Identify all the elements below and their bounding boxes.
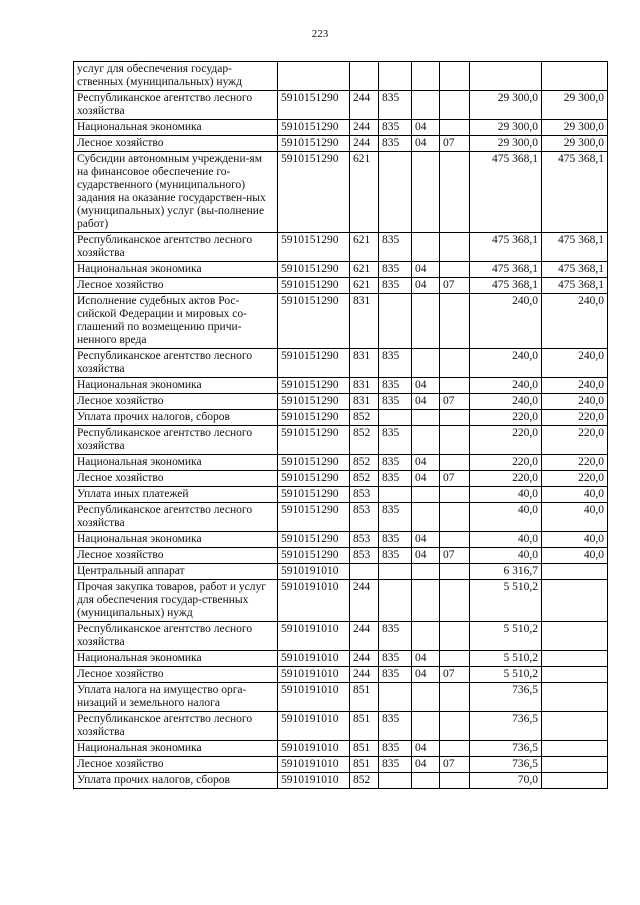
cell-name: Республиканское агентство лесного хозяйства	[74, 426, 278, 455]
table-row	[74, 278, 608, 294]
cell-name: Республиканское агентство лесного хозяйства	[74, 503, 278, 532]
cell-section	[412, 91, 440, 120]
cell-section: 04	[412, 378, 440, 394]
cell-section: 04	[412, 278, 440, 294]
cell-amount-2: 40,0	[542, 532, 608, 548]
cell-expense-type: 244	[350, 622, 379, 651]
cell-subsection	[440, 503, 470, 532]
cell-target-article: 5910151290	[278, 410, 350, 426]
cell-amount-1: 240,0	[470, 394, 542, 410]
cell-subsection	[440, 622, 470, 651]
cell-amount-1: 220,0	[470, 455, 542, 471]
cell-amount-2: 29 300,0	[542, 91, 608, 120]
table-row	[74, 62, 608, 91]
cell-administrator	[379, 152, 412, 233]
cell-administrator: 835	[379, 757, 412, 773]
cell-subsection: 07	[440, 136, 470, 152]
cell-expense-type: 851	[350, 757, 379, 773]
cell-target-article: 5910191010	[278, 651, 350, 667]
cell-target-article: 5910151290	[278, 532, 350, 548]
cell-amount-1	[470, 62, 542, 91]
cell-subsection	[440, 378, 470, 394]
cell-name: Уплата иных платежей	[74, 487, 278, 503]
cell-subsection: 07	[440, 471, 470, 487]
cell-subsection	[440, 487, 470, 503]
cell-name: Уплата прочих налогов, сборов	[74, 773, 278, 789]
cell-amount-2: 29 300,0	[542, 136, 608, 152]
cell-section	[412, 622, 440, 651]
table-row	[74, 503, 608, 532]
table-row	[74, 667, 608, 683]
cell-administrator: 835	[379, 712, 412, 741]
cell-section: 04	[412, 548, 440, 564]
cell-administrator: 835	[379, 471, 412, 487]
cell-target-article: 5910191010	[278, 622, 350, 651]
cell-section	[412, 426, 440, 455]
cell-name: Республиканское агентство лесного хозяйства	[74, 622, 278, 651]
cell-target-article: 5910151290	[278, 120, 350, 136]
cell-expense-type: 853	[350, 487, 379, 503]
cell-amount-1: 220,0	[470, 471, 542, 487]
cell-expense-type	[350, 62, 379, 91]
cell-expense-type: 831	[350, 294, 379, 349]
cell-target-article: 5910151290	[278, 278, 350, 294]
cell-amount-2	[542, 667, 608, 683]
cell-section	[412, 349, 440, 378]
cell-name: Лесное хозяйство	[74, 278, 278, 294]
cell-name: Национальная экономика	[74, 651, 278, 667]
cell-expense-type: 244	[350, 667, 379, 683]
cell-administrator	[379, 564, 412, 580]
cell-target-article	[278, 62, 350, 91]
cell-name: Национальная экономика	[74, 741, 278, 757]
cell-target-article: 5910151290	[278, 426, 350, 455]
cell-expense-type: 852	[350, 410, 379, 426]
table-row	[74, 152, 608, 233]
cell-name: Национальная экономика	[74, 262, 278, 278]
cell-section	[412, 410, 440, 426]
table-row	[74, 580, 608, 622]
cell-target-article: 5910151290	[278, 503, 350, 532]
cell-administrator	[379, 410, 412, 426]
cell-administrator	[379, 487, 412, 503]
cell-subsection	[440, 91, 470, 120]
cell-administrator: 835	[379, 548, 412, 564]
table-row	[74, 622, 608, 651]
cell-target-article: 5910151290	[278, 378, 350, 394]
cell-amount-2: 240,0	[542, 378, 608, 394]
cell-administrator	[379, 62, 412, 91]
cell-administrator: 835	[379, 120, 412, 136]
cell-amount-2	[542, 651, 608, 667]
cell-subsection	[440, 349, 470, 378]
cell-amount-1: 29 300,0	[470, 136, 542, 152]
table-body	[74, 62, 608, 789]
cell-administrator: 835	[379, 394, 412, 410]
cell-expense-type	[350, 564, 379, 580]
cell-name: Лесное хозяйство	[74, 136, 278, 152]
cell-subsection	[440, 426, 470, 455]
cell-amount-1: 240,0	[470, 294, 542, 349]
table-row	[74, 651, 608, 667]
cell-amount-1: 475 368,1	[470, 278, 542, 294]
cell-subsection	[440, 564, 470, 580]
cell-administrator: 835	[379, 349, 412, 378]
table-row	[74, 564, 608, 580]
cell-subsection	[440, 262, 470, 278]
cell-expense-type: 244	[350, 91, 379, 120]
cell-administrator	[379, 773, 412, 789]
cell-section: 04	[412, 651, 440, 667]
cell-subsection: 07	[440, 667, 470, 683]
cell-amount-2	[542, 564, 608, 580]
cell-target-article: 5910191010	[278, 667, 350, 683]
cell-target-article: 5910191010	[278, 683, 350, 712]
cell-name: Национальная экономика	[74, 455, 278, 471]
table-row	[74, 487, 608, 503]
cell-amount-1: 5 510,2	[470, 667, 542, 683]
cell-target-article: 5910151290	[278, 349, 350, 378]
cell-target-article: 5910151290	[278, 262, 350, 278]
cell-section: 04	[412, 532, 440, 548]
cell-expense-type: 621	[350, 262, 379, 278]
cell-amount-1: 40,0	[470, 487, 542, 503]
cell-expense-type: 244	[350, 580, 379, 622]
cell-section: 04	[412, 741, 440, 757]
cell-expense-type: 831	[350, 378, 379, 394]
cell-name: Прочая закупка товаров, работ и услуг для обеспечения государ-ственных (муниципальных) нужд	[74, 580, 278, 622]
cell-amount-2: 220,0	[542, 426, 608, 455]
cell-subsection	[440, 741, 470, 757]
cell-section	[412, 487, 440, 503]
cell-subsection	[440, 233, 470, 262]
cell-administrator: 835	[379, 622, 412, 651]
cell-expense-type: 853	[350, 532, 379, 548]
cell-amount-1: 736,5	[470, 741, 542, 757]
cell-name: Республиканское агентство лесного хозяйства	[74, 91, 278, 120]
cell-name: Республиканское агентство лесного хозяйства	[74, 712, 278, 741]
cell-section	[412, 580, 440, 622]
cell-name: Уплата прочих налогов, сборов	[74, 410, 278, 426]
table-row	[74, 294, 608, 349]
cell-subsection	[440, 62, 470, 91]
table-row	[74, 548, 608, 564]
cell-expense-type: 853	[350, 503, 379, 532]
cell-section: 04	[412, 120, 440, 136]
cell-target-article: 5910191010	[278, 580, 350, 622]
cell-amount-2: 40,0	[542, 548, 608, 564]
table-row	[74, 712, 608, 741]
cell-amount-1: 40,0	[470, 532, 542, 548]
cell-subsection	[440, 532, 470, 548]
cell-amount-2	[542, 773, 608, 789]
cell-expense-type: 852	[350, 471, 379, 487]
cell-administrator: 835	[379, 91, 412, 120]
cell-administrator: 835	[379, 667, 412, 683]
cell-target-article: 5910151290	[278, 548, 350, 564]
cell-section: 04	[412, 471, 440, 487]
cell-section	[412, 294, 440, 349]
cell-administrator	[379, 683, 412, 712]
cell-amount-1: 5 510,2	[470, 651, 542, 667]
cell-amount-1: 475 368,1	[470, 152, 542, 233]
cell-subsection	[440, 651, 470, 667]
cell-name: Уплата налога на имущество орга-низаций и земельного налога	[74, 683, 278, 712]
cell-administrator: 835	[379, 136, 412, 152]
cell-subsection	[440, 712, 470, 741]
cell-section: 04	[412, 394, 440, 410]
cell-administrator	[379, 294, 412, 349]
cell-name: Лесное хозяйство	[74, 394, 278, 410]
cell-administrator: 835	[379, 426, 412, 455]
cell-amount-1: 475 368,1	[470, 233, 542, 262]
cell-amount-2: 475 368,1	[542, 233, 608, 262]
table-row	[74, 426, 608, 455]
table-row	[74, 262, 608, 278]
cell-target-article: 5910191010	[278, 564, 350, 580]
cell-expense-type: 244	[350, 136, 379, 152]
cell-name: услуг для обеспечения государ-ственных (муниципальных) нужд	[74, 62, 278, 91]
cell-section	[412, 773, 440, 789]
cell-subsection	[440, 580, 470, 622]
cell-target-article: 5910151290	[278, 487, 350, 503]
cell-subsection	[440, 773, 470, 789]
cell-name: Республиканское агентство лесного хозяйства	[74, 349, 278, 378]
cell-target-article: 5910191010	[278, 741, 350, 757]
cell-expense-type: 244	[350, 651, 379, 667]
cell-amount-2	[542, 683, 608, 712]
table-row	[74, 120, 608, 136]
cell-target-article: 5910151290	[278, 294, 350, 349]
cell-amount-2: 475 368,1	[542, 278, 608, 294]
cell-target-article: 5910151290	[278, 152, 350, 233]
cell-expense-type: 851	[350, 712, 379, 741]
cell-amount-1: 29 300,0	[470, 91, 542, 120]
cell-expense-type: 621	[350, 233, 379, 262]
cell-amount-2: 240,0	[542, 349, 608, 378]
cell-name: Исполнение судебных актов Рос-сийской Федерации и мировых со-глашений по возмещению причи-ненного вреда	[74, 294, 278, 349]
cell-administrator: 835	[379, 262, 412, 278]
cell-section	[412, 503, 440, 532]
cell-subsection: 07	[440, 394, 470, 410]
cell-subsection: 07	[440, 278, 470, 294]
cell-subsection	[440, 410, 470, 426]
cell-name: Лесное хозяйство	[74, 667, 278, 683]
cell-name: Лесное хозяйство	[74, 471, 278, 487]
cell-amount-1: 736,5	[470, 757, 542, 773]
table-row	[74, 757, 608, 773]
table-row	[74, 91, 608, 120]
cell-target-article: 5910151290	[278, 136, 350, 152]
cell-target-article: 5910151290	[278, 233, 350, 262]
budget-table	[73, 61, 608, 789]
cell-target-article: 5910191010	[278, 773, 350, 789]
table-row	[74, 394, 608, 410]
cell-expense-type: 244	[350, 120, 379, 136]
cell-amount-2	[542, 741, 608, 757]
cell-amount-2: 40,0	[542, 503, 608, 532]
cell-section: 04	[412, 262, 440, 278]
cell-administrator: 835	[379, 278, 412, 294]
table-row	[74, 532, 608, 548]
cell-amount-1: 70,0	[470, 773, 542, 789]
cell-subsection: 07	[440, 548, 470, 564]
table-row	[74, 471, 608, 487]
cell-expense-type: 851	[350, 683, 379, 712]
cell-amount-1: 475 368,1	[470, 262, 542, 278]
cell-section	[412, 152, 440, 233]
cell-expense-type: 852	[350, 426, 379, 455]
cell-amount-2	[542, 580, 608, 622]
cell-expense-type: 621	[350, 278, 379, 294]
cell-section: 04	[412, 757, 440, 773]
cell-administrator	[379, 580, 412, 622]
cell-expense-type: 621	[350, 152, 379, 233]
cell-administrator: 835	[379, 503, 412, 532]
cell-amount-2: 475 368,1	[542, 152, 608, 233]
cell-amount-1: 736,5	[470, 683, 542, 712]
cell-administrator: 835	[379, 651, 412, 667]
cell-amount-1: 40,0	[470, 503, 542, 532]
cell-expense-type: 852	[350, 455, 379, 471]
cell-amount-2	[542, 622, 608, 651]
cell-amount-2: 475 368,1	[542, 262, 608, 278]
cell-section	[412, 233, 440, 262]
cell-amount-1: 5 510,2	[470, 580, 542, 622]
cell-expense-type: 831	[350, 349, 379, 378]
table-row	[74, 349, 608, 378]
cell-name: Национальная экономика	[74, 532, 278, 548]
cell-administrator: 835	[379, 532, 412, 548]
cell-expense-type: 851	[350, 741, 379, 757]
cell-administrator: 835	[379, 378, 412, 394]
cell-expense-type: 852	[350, 773, 379, 789]
cell-amount-2: 220,0	[542, 455, 608, 471]
cell-administrator: 835	[379, 741, 412, 757]
cell-amount-1: 240,0	[470, 349, 542, 378]
table-row	[74, 773, 608, 789]
cell-subsection: 07	[440, 757, 470, 773]
cell-section	[412, 683, 440, 712]
cell-amount-1: 220,0	[470, 410, 542, 426]
cell-section: 04	[412, 455, 440, 471]
cell-amount-2: 40,0	[542, 487, 608, 503]
table-row	[74, 455, 608, 471]
cell-amount-1: 6 316,7	[470, 564, 542, 580]
cell-subsection	[440, 152, 470, 233]
table-row	[74, 378, 608, 394]
cell-section	[412, 62, 440, 91]
cell-amount-1: 240,0	[470, 378, 542, 394]
cell-amount-2	[542, 62, 608, 91]
table-row	[74, 136, 608, 152]
cell-subsection	[440, 455, 470, 471]
cell-amount-2: 220,0	[542, 410, 608, 426]
cell-amount-2	[542, 757, 608, 773]
cell-name: Национальная экономика	[74, 378, 278, 394]
cell-expense-type: 853	[350, 548, 379, 564]
cell-amount-2: 29 300,0	[542, 120, 608, 136]
cell-expense-type: 831	[350, 394, 379, 410]
cell-name: Центральный аппарат	[74, 564, 278, 580]
cell-subsection	[440, 294, 470, 349]
cell-amount-2	[542, 712, 608, 741]
cell-target-article: 5910151290	[278, 455, 350, 471]
cell-section: 04	[412, 667, 440, 683]
cell-amount-1: 5 510,2	[470, 622, 542, 651]
cell-amount-1: 736,5	[470, 712, 542, 741]
cell-amount-2: 240,0	[542, 394, 608, 410]
cell-name: Республиканское агентство лесного хозяйства	[74, 233, 278, 262]
cell-target-article: 5910151290	[278, 91, 350, 120]
cell-name: Лесное хозяйство	[74, 548, 278, 564]
table-row	[74, 741, 608, 757]
cell-administrator: 835	[379, 233, 412, 262]
cell-amount-2: 220,0	[542, 471, 608, 487]
cell-amount-2: 240,0	[542, 294, 608, 349]
cell-target-article: 5910191010	[278, 712, 350, 741]
table-row	[74, 233, 608, 262]
cell-administrator: 835	[379, 455, 412, 471]
cell-section	[412, 564, 440, 580]
cell-amount-1: 220,0	[470, 426, 542, 455]
cell-amount-1: 29 300,0	[470, 120, 542, 136]
page-number: 223	[311, 28, 329, 40]
cell-target-article: 5910151290	[278, 471, 350, 487]
cell-subsection	[440, 683, 470, 712]
table-row	[74, 410, 608, 426]
table-row	[74, 683, 608, 712]
cell-subsection	[440, 120, 470, 136]
cell-target-article: 5910191010	[278, 757, 350, 773]
cell-name: Национальная экономика	[74, 120, 278, 136]
cell-name: Субсидии автономным учреждени-ям на финансовое обеспечение го-сударственного (муниципального) задания на оказание государствен-ных (муниципальных) услуг (вы-полнение работ)	[74, 152, 278, 233]
cell-section: 04	[412, 136, 440, 152]
cell-name: Лесное хозяйство	[74, 757, 278, 773]
cell-section	[412, 712, 440, 741]
cell-amount-1: 40,0	[470, 548, 542, 564]
cell-target-article: 5910151290	[278, 394, 350, 410]
